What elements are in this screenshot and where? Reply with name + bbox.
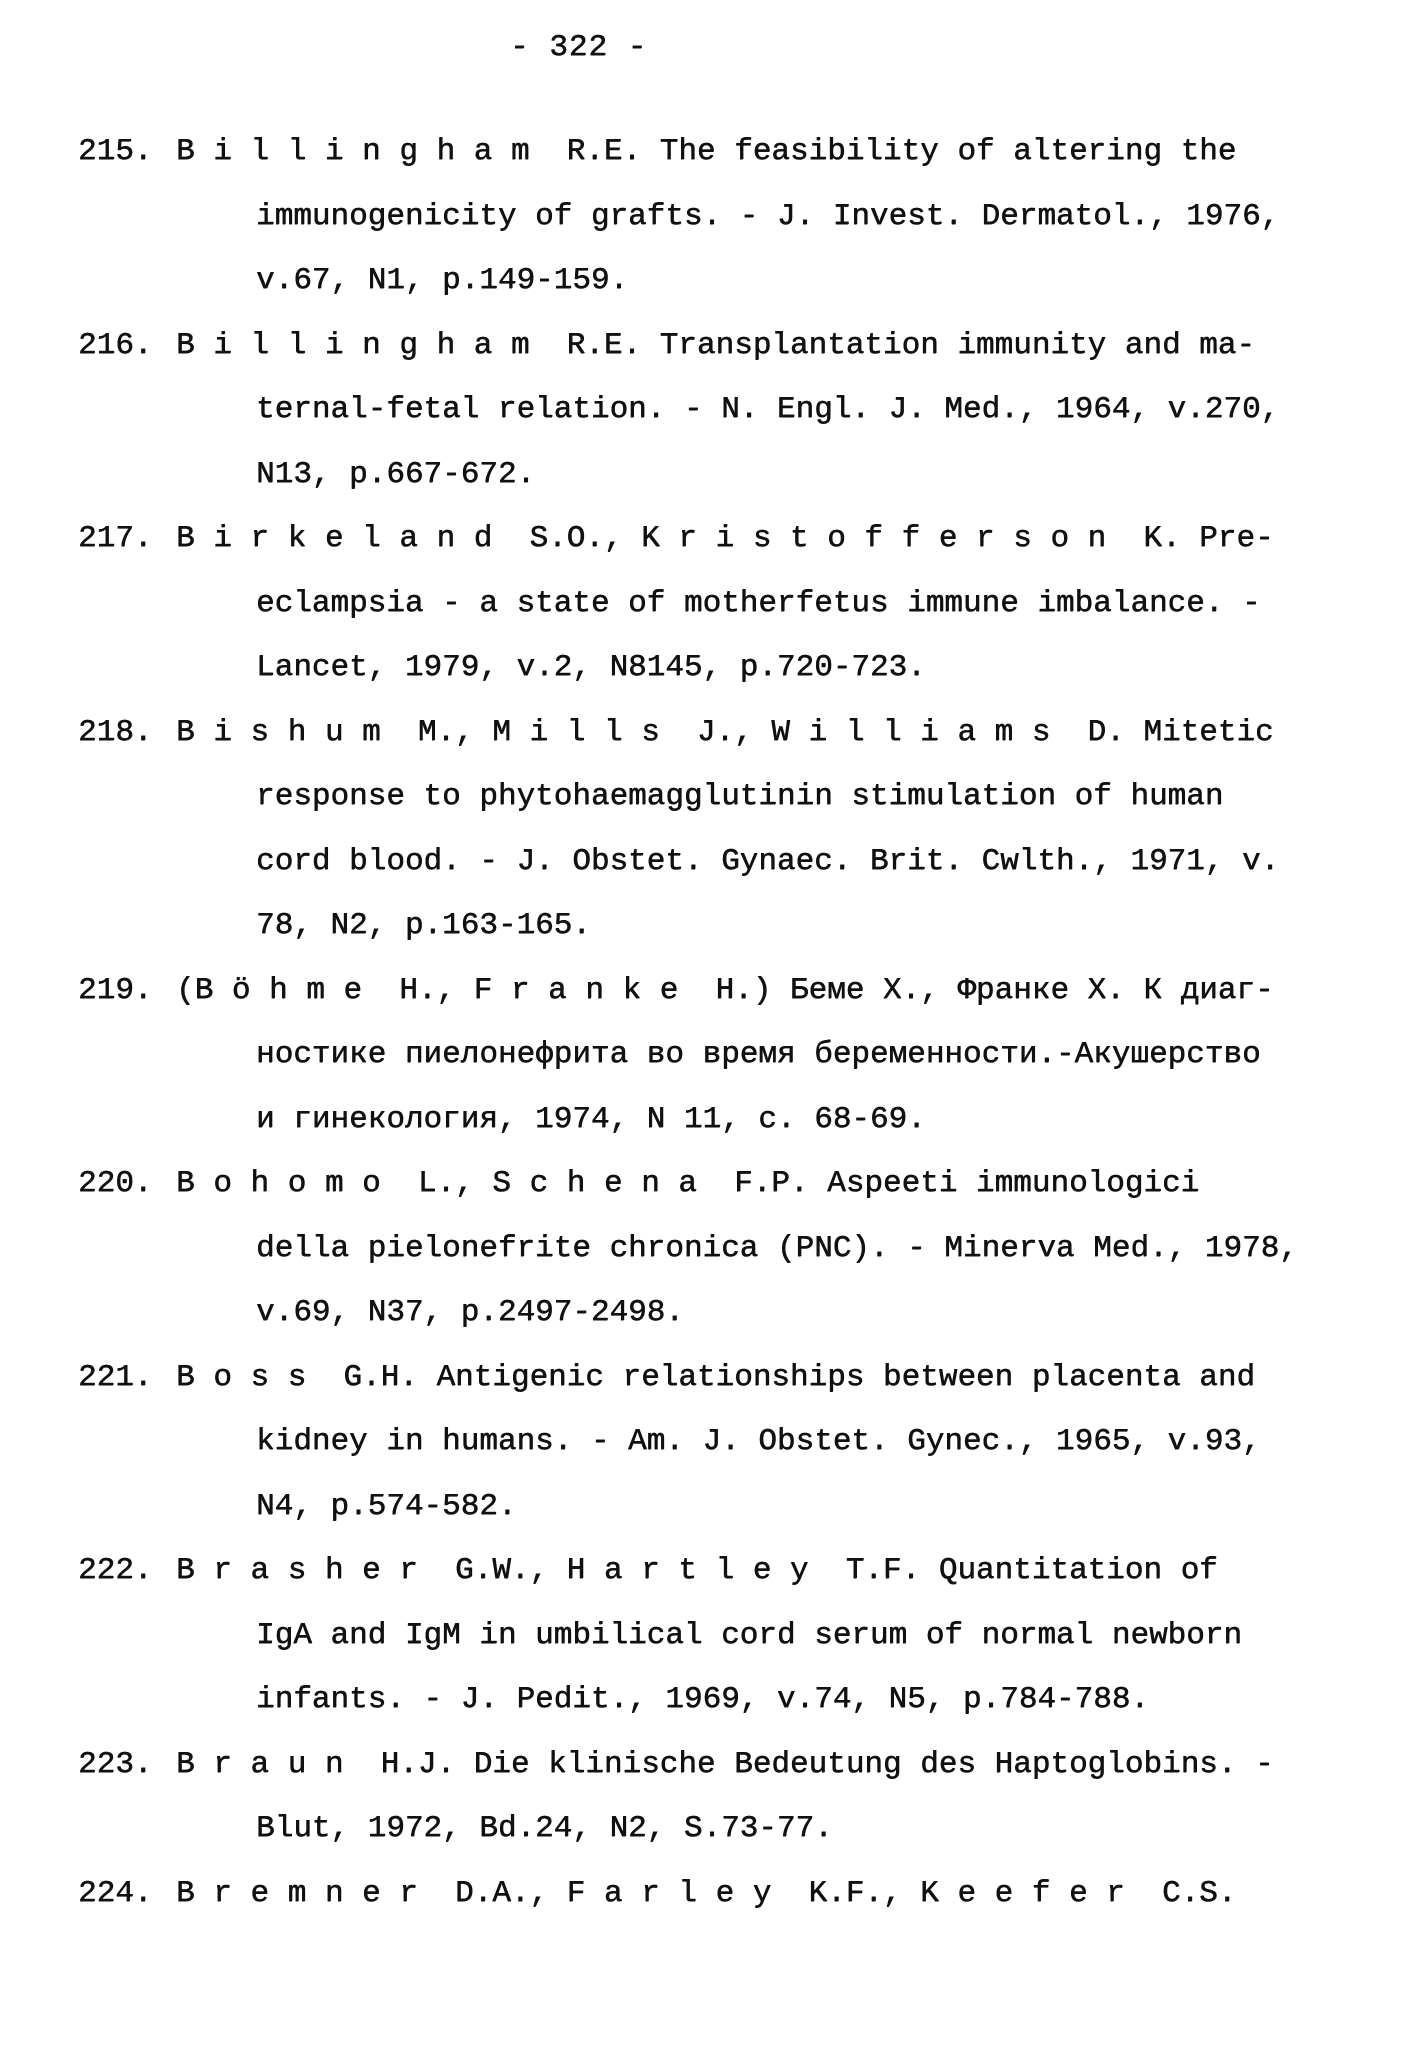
reference-line: и гинекология, 1974, N 11, с. 68-69. — [256, 1101, 926, 1137]
reference-line: N4, p.574-582. — [256, 1488, 517, 1524]
reference-line: infants. - J. Pedit., 1969, v.74, N5, p.784-788. — [256, 1682, 1149, 1717]
reference-number: 215. — [78, 134, 153, 169]
reference-item — [78, 1152, 1358, 1346]
reference-line: B r a s h e r G.W., H a r t l e y T.F. Quantitation of — [176, 1553, 1218, 1588]
reference-item — [78, 120, 1358, 314]
reference-item — [78, 314, 1358, 508]
reference-number: 219. — [78, 972, 153, 1008]
reference-line: (B ö h m e H., F r a n k e H.) Беме Х., Франке Х. К диаг- — [176, 972, 1274, 1008]
reference-line: immunogenicity of grafts. - J. Invest. Dermatol., 1976, — [256, 198, 1280, 234]
page-number: - 322 - — [510, 30, 648, 65]
reference-line: B i l l i n g h a m R.E. Transplantation immunity and ma- — [176, 327, 1255, 363]
reference-line: B i r k e l a n d S.O., K r i s t o f f e r s o n K. Pre- — [176, 521, 1274, 556]
reference-list — [78, 120, 1358, 1926]
reference-line: B i s h u m M., M i l l s J., W i l l i a m s D. Mitetic — [176, 714, 1274, 750]
reference-line: IgA and IgM in umbilical cord serum of normal newborn — [256, 1617, 1242, 1653]
reference-item — [78, 1539, 1358, 1733]
reference-line: cord blood. - J. Obstet. Gynaec. Brit. Cwlth., 1971, v. — [256, 843, 1280, 879]
reference-line: B i l l i n g h a m R.E. The feasibility of altering the — [176, 134, 1237, 169]
reference-line: ностике пиелонефрита во время беременности.-Акушерство — [256, 1037, 1261, 1072]
reference-number: 224. — [78, 1875, 153, 1911]
reference-line: kidney in humans. - Am. J. Obstet. Gynec., 1965, v.93, — [256, 1424, 1261, 1459]
reference-line: Lancet, 1979, v.2, N8145, p.720-723. — [256, 650, 926, 685]
reference-line: B o h o m o L., S c h e n a F.P. Aspeeti immunologici — [176, 1166, 1200, 1201]
reference-line: B r a u n H.J. Die klinische Bedeutung des Haptoglobins. - — [176, 1746, 1274, 1782]
reference-item — [78, 507, 1358, 701]
reference-item — [78, 1862, 1358, 1927]
reference-line: della pielonefrite chronica (PNC). - Minerva Med., 1978, — [256, 1230, 1298, 1266]
reference-number: 220. — [78, 1166, 153, 1201]
reference-number: 221. — [78, 1359, 153, 1395]
reference-item — [78, 1346, 1358, 1540]
reference-item — [78, 701, 1358, 959]
reference-number: 218. — [78, 714, 153, 750]
reference-number: 223. — [78, 1746, 153, 1782]
reference-line: ternal-fetal relation. - N. Engl. J. Med., 1964, v.270, — [256, 392, 1280, 427]
reference-line: 78, N2, p.163-165. — [256, 908, 591, 943]
reference-line: B o s s G.H. Antigenic relationships between placenta and — [176, 1359, 1255, 1395]
reference-number: 216. — [78, 327, 153, 363]
reference-line: response to phytohaemagglutinin stimulation of human — [256, 779, 1224, 814]
reference-line: eclampsia - a state of motherfetus immune imbalance. - — [256, 585, 1261, 621]
reference-line: Blut, 1972, Bd.24, N2, S.73-77. — [256, 1811, 833, 1846]
reference-number: 222. — [78, 1553, 153, 1588]
reference-line: B r e m n e r D.A., F a r l e y K.F., K e e f e r C.S. — [176, 1875, 1237, 1911]
reference-item — [78, 959, 1358, 1153]
reference-line: v.69, N37, p.2497-2498. — [256, 1295, 684, 1330]
reference-line: v.67, N1, p.149-159. — [256, 263, 629, 298]
reference-number: 217. — [78, 521, 153, 556]
reference-line: N13, p.667-672. — [256, 456, 536, 492]
reference-item — [78, 1733, 1358, 1862]
